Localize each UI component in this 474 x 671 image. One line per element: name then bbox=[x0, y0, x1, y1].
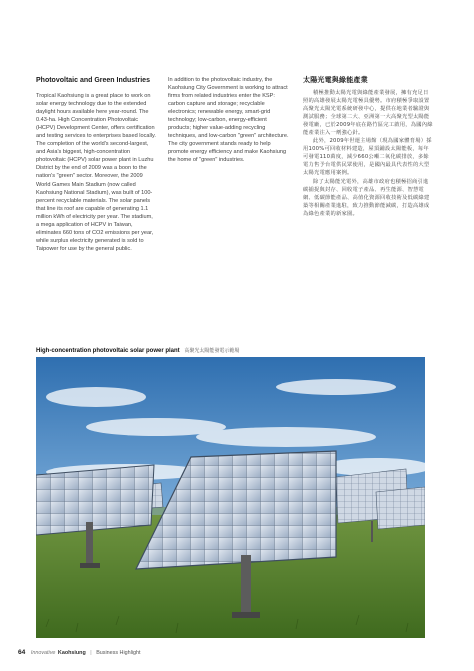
chinese-paragraph-2: 此外，2009年世運主場館（現為國家體育場）採用100%可回收材料建造，屋頂鋪設太陽能板，每年可發電110萬度，減少660公噸二氧化碳排放，多餘電力售予台電供民眾使用，是國內最具代表性的大型太陽光電應用案例。 bbox=[303, 138, 432, 177]
chinese-paragraph-1: 積極推動太陽光電與綠能產業發展，擁有充足日照的高雄發展太陽光電極具優勢。市府積極爭取設置高聚光太陽光電系統研發中心，提供在地業者驗證與測試服務；全球第二大、亞洲第一大高聚光型太陽能發電廠，已於2009年底在路竹區完工啟用，為國內綠能產業注入一劑強心針。 bbox=[303, 90, 433, 137]
section-name: Business Highlight bbox=[96, 650, 141, 656]
page-footer bbox=[18, 649, 141, 656]
section-heading-chinese: 太陽光電與綠能產業 bbox=[303, 76, 368, 84]
section-heading-photovoltaic: Photovoltaic and Green Industries bbox=[36, 77, 150, 84]
body-paragraph-photovoltaic: Tropical Kaohsiung is a great place to work on solar energy technology due to the extended daylight hours available here year-round. The 0.43-ha. High Concentration Photovoltaic (HCPV) Development Center, offers certification and testing services to enterprises based locally. The completion of the world's second-largest, and Asia's biggest, high-concentration photovoltaic (HCPV) solar power plant in Luzhu District by the end of 2009 was a boon to the nation's "green" sector. Moreover, the 2009 World Games Main Stadium (now called Kaohsiung National Stadium), was built of 100-percent recyclable materials. The solar panels that line its roof are capable of generating 1.1 million kWh of electricity per year. The stadium, a mega application of HCPV in Taiwan, eliminates 660 tons of CO2 emissions per year, while surplus electricity generated is sold to Taipower for use by the general public. bbox=[36, 93, 156, 252]
body-paragraph-green-industries: In addition to the photovoltaic industry, the Kaohsiung City Government is working to attract firms from related industries enter the KSP: carbon capture and storage; recyclable electronics; renewable energy, smart-grid technology; low-carbon, energy-efficient products; higher value-adding recycling techniques, and low-carbon "green" architecture. The city government stands ready to help promote energy efficiency and make Kaohsiung the home of "green" industries. bbox=[168, 77, 289, 164]
publication-name: Kaohsiung bbox=[57, 650, 86, 656]
photo-caption bbox=[36, 347, 239, 354]
column-english-2 bbox=[168, 76, 291, 165]
column-chinese bbox=[303, 76, 433, 218]
photo-caption-chinese: 高聚光太陽能發電示範場 bbox=[184, 348, 240, 354]
solar-plant-illustration bbox=[36, 357, 425, 638]
publication-prefix: Innovative bbox=[30, 650, 56, 656]
chinese-paragraph-3: 除了太陽能光電外，高雄市政府也積極招商引進碳捕捉與封存、回收電子產品、再生能源、智慧電網、低碳節能產品、高值化資源回收技術及低碳綠建築等相關產業進駐，致力推動節能減碳，打造高雄成為綠色產業的新家園。 bbox=[303, 178, 430, 217]
column-english-1 bbox=[36, 76, 157, 253]
solar-plant-photo bbox=[36, 357, 425, 638]
footer-separator: | bbox=[90, 650, 92, 656]
photo-caption-english: High-concentration photovoltaic solar power plant bbox=[36, 348, 180, 354]
page-number: 64 bbox=[18, 649, 26, 656]
